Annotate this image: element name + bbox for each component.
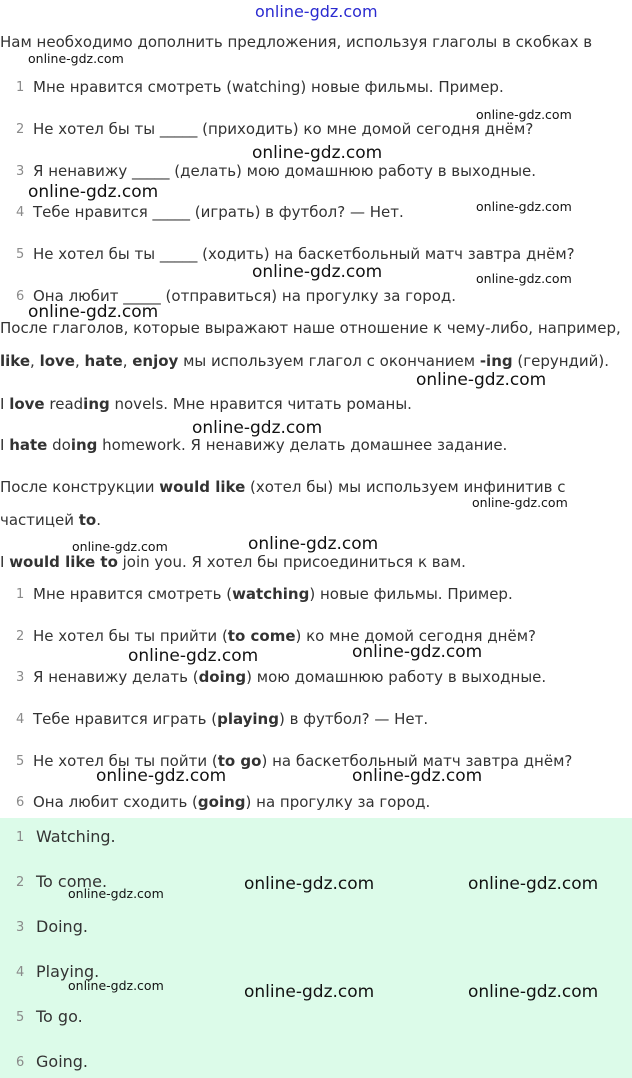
task-number: 2 (16, 122, 25, 137)
answer-number: 5 (16, 1010, 25, 1025)
answer-text: To come. (36, 872, 108, 891)
keyword: like (0, 352, 31, 370)
watermark: online-gdz.com (128, 646, 259, 666)
watermark: online-gdz.com (476, 107, 572, 122)
filled-number: 5 (16, 754, 25, 769)
watermark: online-gdz.com (28, 182, 159, 202)
filled-number: 4 (16, 712, 25, 727)
example-3: I would like to join you. Я хотел бы присоединиться к вам. (0, 553, 466, 571)
watermark: online-gdz.com (476, 199, 572, 214)
rule-line-1: После глаголов, которые выражают наше отношение к чему-либо, например, (0, 319, 621, 337)
watermark: online-gdz.com (476, 271, 572, 286)
answer-number: 2 (16, 875, 25, 890)
answer-number: 4 (16, 965, 25, 980)
watermark: online-gdz.com (472, 495, 568, 510)
keyword: hate (84, 352, 123, 370)
answer-number: 1 (16, 830, 25, 845)
answer-text: Playing. (36, 962, 100, 981)
task-number: 6 (16, 289, 25, 304)
example-1: I love reading novels. Мне нравится читать романы. (0, 395, 412, 413)
answer-text: Going. (36, 1052, 89, 1071)
watermark: online-gdz.com (192, 418, 323, 438)
watermark: online-gdz.com (468, 874, 599, 894)
watermark: online-gdz.com (248, 534, 379, 554)
filled-number: 6 (16, 795, 25, 810)
watermark: online-gdz.com (96, 766, 227, 786)
answer-number: 6 (16, 1055, 25, 1070)
watermark: online-gdz.com (468, 982, 599, 1002)
answer-text: Watching. (36, 827, 116, 846)
filled-number: 2 (16, 629, 25, 644)
watermark: online-gdz.com (352, 766, 483, 786)
watermark: online-gdz.com (352, 642, 483, 662)
top-watermark: online-gdz.com (255, 2, 378, 21)
answer-number: 3 (16, 920, 25, 935)
example-2: I hate doing homework. Я ненавижу делать домашнее задание. (0, 436, 508, 454)
filled-number: 1 (16, 587, 25, 602)
task-number: 3 (16, 164, 25, 179)
watermark: online-gdz.com (68, 978, 164, 993)
watermark: online-gdz.com (244, 874, 375, 894)
filled-text: Она любит сходить (going) на прогулку за город. (33, 793, 431, 811)
answer-text: Doing. (36, 917, 88, 936)
filled-text: Мне нравится смотреть (watching) новые фильмы. Пример. (33, 585, 513, 603)
rule-line-2: like, love, hate, enjoy мы используем глагол с окончанием -ing (герундий). (0, 352, 610, 370)
intro-text: Нам необходимо дополнить предложения, используя глаголы в скобках в (0, 33, 593, 51)
rule2-line-2: частицей to. (0, 511, 102, 529)
watermark: online-gdz.com (244, 982, 375, 1002)
task-number: 4 (16, 205, 25, 220)
filled-text: Не хотел бы ты пойти (to go) на баскетбольный матч завтра днём? (33, 752, 573, 770)
rule2-line-1: После конструкции would like (хотел бы) мы используем инфинитив с (0, 478, 566, 496)
watermark: online-gdz.com (68, 886, 164, 901)
watermark: online-gdz.com (252, 143, 383, 163)
filled-text: Не хотел бы ты прийти (to come) ко мне домой сегодня днём? (33, 627, 536, 645)
answer-text: To go. (36, 1007, 83, 1026)
watermark: online-gdz.com (28, 302, 159, 322)
keyword: enjoy (132, 352, 179, 370)
watermark: online-gdz.com (252, 262, 383, 282)
watermark: online-gdz.com (72, 539, 168, 554)
task-text: Она любит _____ (отправиться) на прогулку за город. (33, 287, 457, 305)
watermark: online-gdz.com (416, 370, 547, 390)
task-text: Тебе нравится _____ (играть) в футбол? — Нет. (33, 203, 404, 221)
task-text: Не хотел бы ты _____ (ходить) на баскетбольный матч завтра днём? (33, 245, 575, 263)
filled-text: Я ненавижу делать (doing) мою домашнюю работу в выходные. (33, 668, 547, 686)
task-number: 5 (16, 247, 25, 262)
watermark: online-gdz.com (28, 51, 124, 66)
task-text: Не хотел бы ты _____ (приходить) ко мне домой сегодня днём? (33, 120, 534, 138)
answers-panel (0, 818, 632, 1078)
task-number: 1 (16, 80, 25, 95)
task-text: Я ненавижу _____ (делать) мою домашнюю работу в выходные. (33, 162, 537, 180)
keyword: -ing (479, 352, 513, 370)
filled-number: 3 (16, 670, 25, 685)
task-text: Мне нравится смотреть (watching) новые фильмы. Пример. (33, 78, 504, 96)
filled-text: Тебе нравится играть (playing) в футбол? — Нет. (33, 710, 429, 728)
keyword: love (39, 352, 75, 370)
